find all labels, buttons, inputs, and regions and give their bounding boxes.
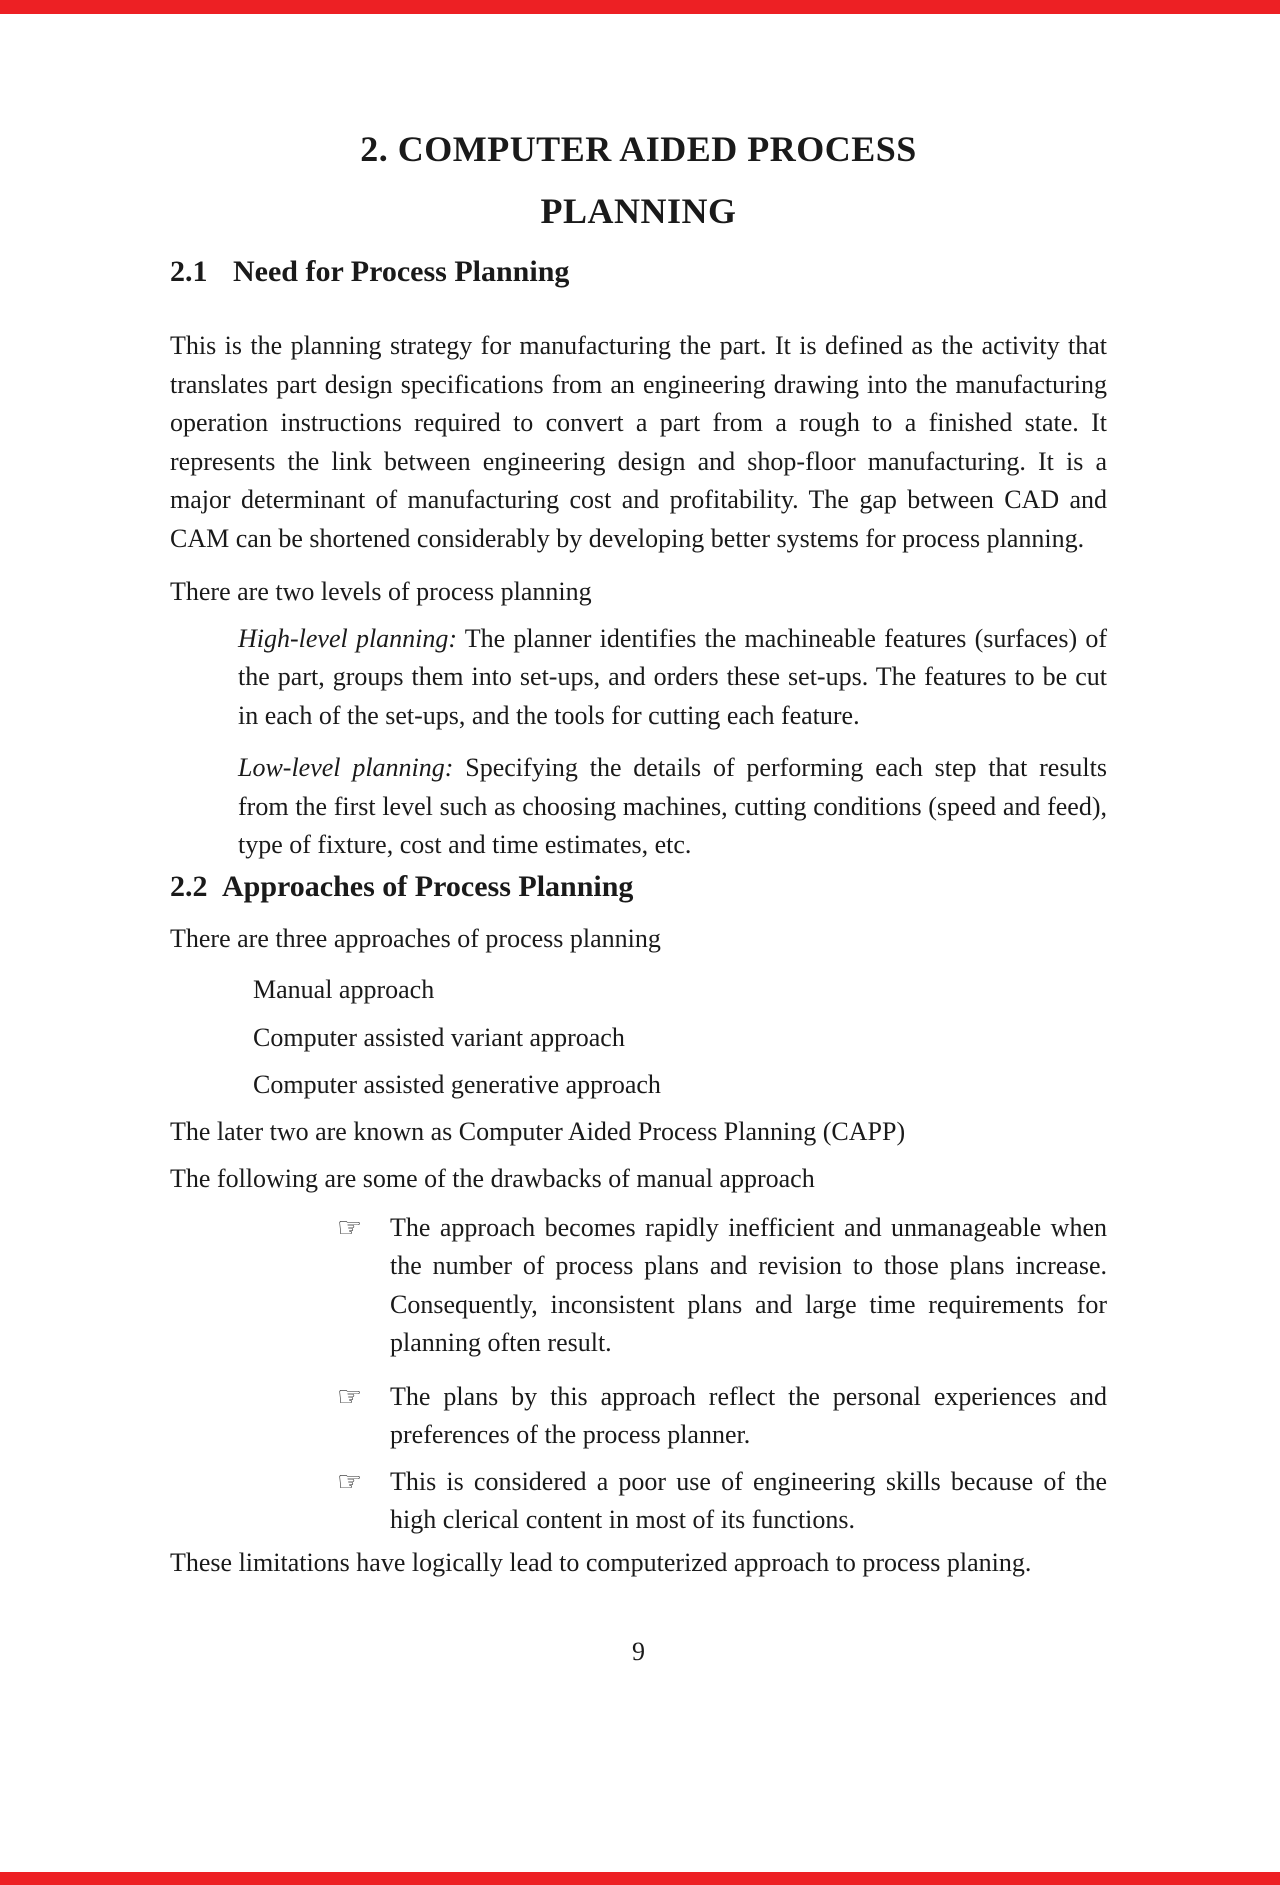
pointing-hand-icon: ☞ — [337, 1464, 363, 1498]
high-level-planning-paragraph — [170, 620, 1107, 736]
pointing-hand-icon: ☞ — [337, 1379, 363, 1413]
list-item-manual-approach: Manual approach — [253, 975, 435, 1004]
section-2-2-number: 2.2 — [170, 869, 208, 903]
page-number: 9 — [632, 1637, 645, 1666]
drawback-text-3: This is considered a poor use of engineering skills because of the high clerical content in most of its functions. — [390, 1466, 1107, 1534]
low-level-planning-paragraph — [170, 749, 1107, 865]
section-2-1-heading — [170, 253, 1107, 291]
section-2-2-heading — [170, 868, 1107, 906]
section-2-1-heading-text: Need for Process Planning — [233, 255, 570, 288]
scan-edge-bar-bottom — [0, 1872, 1280, 1885]
chapter-title — [170, 118, 1107, 242]
low-level-planning-text: Specifying the details of performing each step that results from the first level such as choosing machines, cutting conditions (speed and feed), type of fixture, cost and time estimates, etc. — [238, 753, 1107, 859]
drawback-item — [170, 1463, 1107, 1540]
high-level-planning-text: The planner identifies the machineable features (surfaces) of the part, groups them into set-ups, and orders these set-ups. The features to be cut in each of the set-ups, and the tools for cutting each feature. — [238, 623, 1107, 730]
need-for-process-planning-paragraph: This is the planning strategy for manufacturing the part. It is defined as the activity that translates part design specifications from an engineering drawing into the manufacturing operation instructions required to convert a part from a rough to a finished state. It represents the link between engineering design and shop-floor manufacturing. It is a major determinant of manufacturing cost and profitability. The gap between CAD and CAM can be shortened considerably by developing better systems for process planning. — [170, 331, 1107, 553]
list-item-variant-approach: Computer assisted variant approach — [253, 1022, 625, 1052]
high-level-planning-label: High-level planning: — [238, 623, 458, 653]
pointing-hand-icon: ☞ — [337, 1210, 363, 1244]
drawback-item — [170, 1378, 1107, 1455]
chapter-title-line2: PLANNING — [540, 191, 737, 231]
list-item-generative-approach: Computer assisted generative approach — [253, 1070, 661, 1099]
two-levels-intro: There are two levels of process planning — [170, 577, 592, 606]
approaches-list — [170, 971, 1107, 1105]
drawbacks-intro: The following are some of the drawbacks of manual approach — [170, 1164, 815, 1193]
drawback-item — [170, 1209, 1107, 1363]
closing-paragraph: These limitations have logically lead to computerized approach to process planing. — [170, 1547, 1032, 1577]
chapter-title-line1: 2. COMPUTER AIDED PROCESS — [360, 129, 917, 169]
capp-note: The later two are known as Computer Aided Process Planning (CAPP) — [170, 1116, 906, 1146]
document-page — [170, 0, 1107, 1672]
section-2-2-heading-text: Approaches of Process Planning — [222, 869, 634, 903]
drawback-text-2: The plans by this approach reflect the personal experiences and preferences of the process planner. — [390, 1381, 1107, 1449]
three-approaches-intro: There are three approaches of process planning — [170, 923, 661, 953]
section-2-1-number: 2.1 — [170, 255, 208, 288]
low-level-planning-label: Low-level planning: — [238, 753, 454, 782]
drawback-text-1: The approach becomes rapidly inefficient and unmanageable when the number of process plans and revision to those plans increase. Consequently, inconsistent plans and large time requirements for planning often result. — [390, 1212, 1107, 1357]
